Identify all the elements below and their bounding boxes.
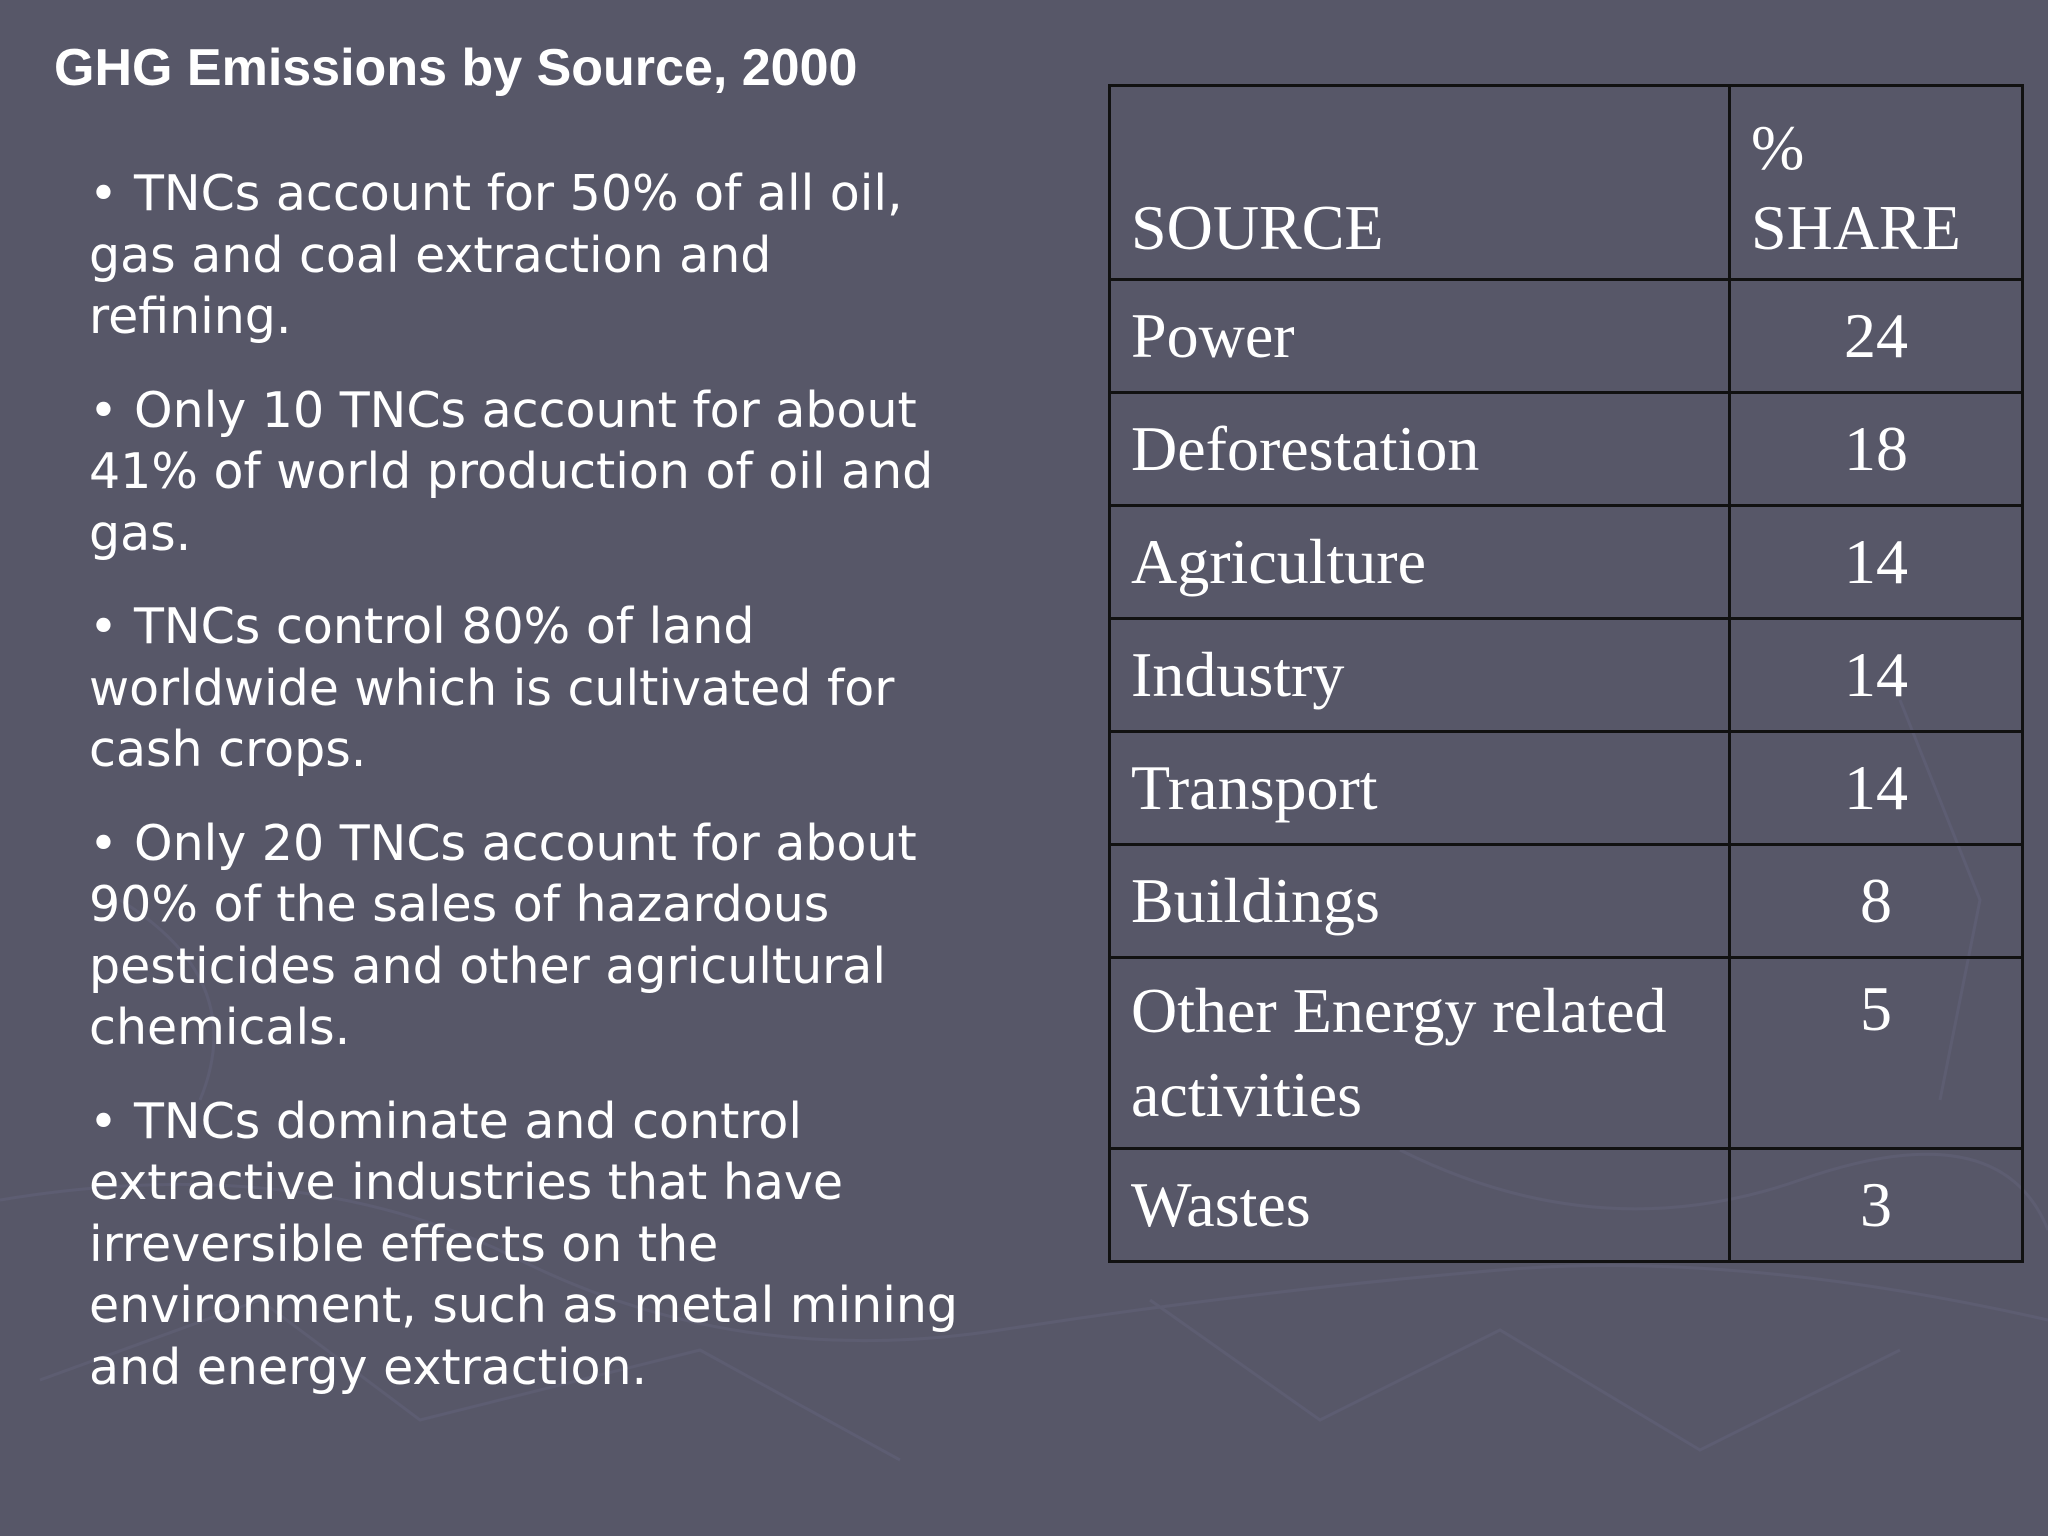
share-cell: 18 — [1730, 393, 2023, 506]
source-cell: Industry — [1110, 619, 1730, 732]
table-row — [1110, 506, 2023, 619]
bullet-item — [89, 596, 969, 781]
bullet-text: TNCs account for 50% of all oil, gas and coal extraction and refining. — [89, 165, 903, 345]
bullet-symbol: • — [89, 598, 118, 655]
emissions-table-container — [1108, 84, 2024, 1263]
share-cell: 14 — [1730, 506, 2023, 619]
bullet-symbol: • — [89, 1092, 118, 1150]
source-cell: Deforestation — [1110, 393, 1730, 506]
slide-title: GHG Emissions by Source, 2000 — [54, 39, 858, 97]
bullet-symbol: • — [89, 165, 118, 222]
bullet-item — [89, 163, 969, 348]
header-share: % SHARE — [1730, 86, 2023, 280]
source-cell: Power — [1110, 280, 1730, 393]
table-row — [1110, 393, 2023, 506]
bullet-text: TNCs dominate and control extractive industries that have irreversible effects on the environment, such as metal mining and energy extraction. — [89, 1092, 958, 1396]
share-cell: 24 — [1730, 280, 2023, 393]
source-cell: Buildings — [1110, 845, 1730, 958]
table-header-row — [1110, 86, 2023, 280]
table-row — [1110, 958, 2023, 1149]
bullet-list — [89, 163, 969, 1430]
share-cell: 3 — [1730, 1149, 2023, 1262]
bullet-text: TNCs control 80% of land worldwide which is cultivated for cash crops. — [89, 598, 895, 778]
share-cell: 14 — [1730, 732, 2023, 845]
share-cell: 14 — [1730, 619, 2023, 732]
header-source: SOURCE — [1110, 86, 1730, 280]
table-row — [1110, 732, 2023, 845]
share-cell: 5 — [1730, 958, 2023, 1149]
bullet-text: Only 10 TNCs account for about 41% of world production of oil and gas. — [89, 381, 934, 562]
source-cell: Agriculture — [1110, 506, 1730, 619]
table-row — [1110, 619, 2023, 732]
bullet-text: Only 20 TNCs account for about 90% of the sales of hazardous pesticides and other agricultural chemicals. — [89, 814, 917, 1056]
share-cell: 8 — [1730, 845, 2023, 958]
bullet-symbol: • — [89, 381, 118, 439]
table-row — [1110, 1149, 2023, 1262]
emissions-table — [1108, 84, 2024, 1263]
bullet-symbol: • — [89, 814, 118, 872]
bullet-item — [89, 380, 969, 565]
source-cell: Other Energy related activities — [1110, 958, 1730, 1149]
table-row — [1110, 845, 2023, 958]
source-cell: Wastes — [1110, 1149, 1730, 1262]
source-cell: Transport — [1110, 732, 1730, 845]
bullet-item — [89, 813, 969, 1059]
table-row — [1110, 280, 2023, 393]
bullet-item — [89, 1091, 969, 1399]
